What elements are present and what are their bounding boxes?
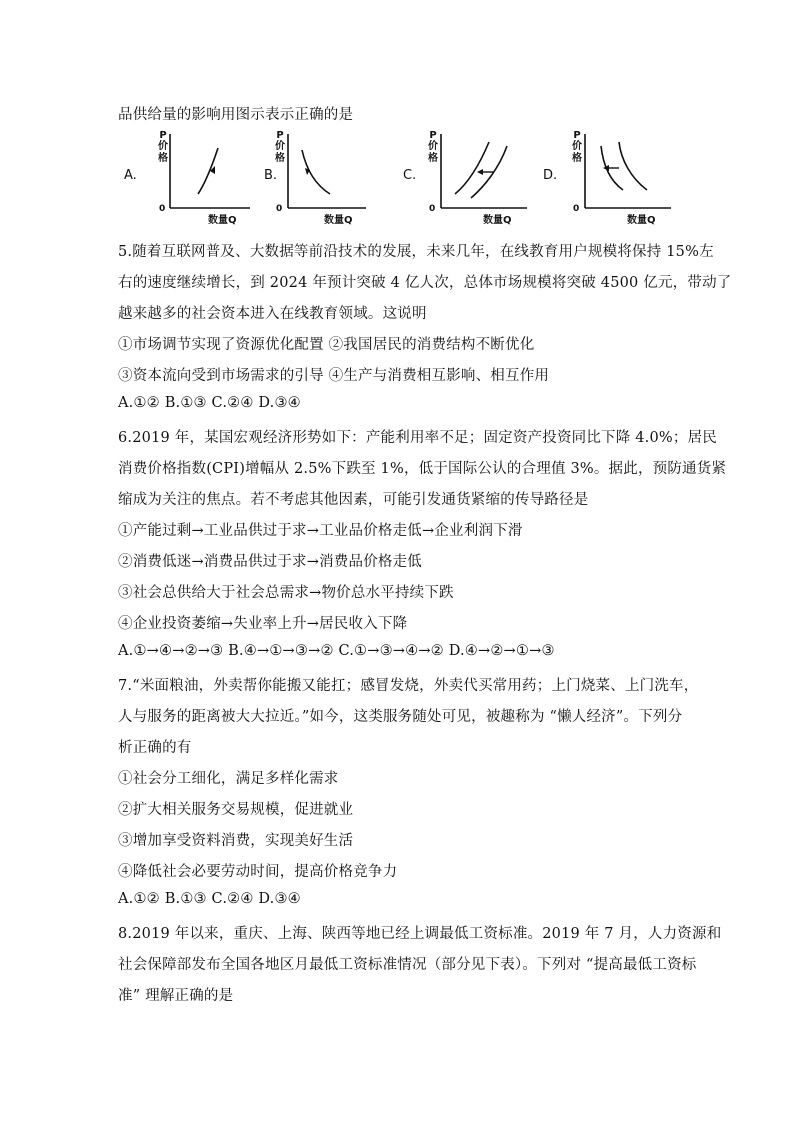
graph-a-axis-char-1: 价 [158, 141, 168, 152]
q6-option-3: ③社会总供给大于社会总需求→物价总水平持续下跌 [118, 585, 454, 601]
graph-a-x-label: 数量Q [208, 215, 237, 226]
q5-stem-line-3: 越来越多的社会资本进入在线教育领域。这说明 [118, 306, 427, 322]
q7-answer-choices: A.①② B.①③ C.②④ D.③④ [118, 891, 301, 907]
graph-a-plot [118, 124, 258, 230]
q6-option-1: ①产能过剩→工业品供过于求→工业品价格走低→企业利润下滑 [118, 523, 523, 539]
q5-option-line-2: ③资本流向受到市场需求的引导 ④生产与消费相互影响、相互作用 [118, 368, 550, 384]
q6-answer-choices: A.①→④→②→③ B.④→①→③→② C.①→③→④→② D.④→②→①→③ [118, 643, 555, 659]
q7-stem-line-3: 析正确的有 [118, 740, 192, 756]
q5-answer-choices: A.①② B.①③ C.②④ D.③④ [118, 395, 301, 411]
graph-a-p-label: P [159, 130, 167, 141]
graph-c-plot [403, 124, 543, 230]
graph-b-axis-char-1: 价 [275, 141, 285, 152]
q7-option-4: ④降低社会必要劳动时间，提高价格竞争力 [118, 864, 398, 880]
q5-option-line-1: ①市场调节实现了资源优化配置 ②我国居民的消费结构不断优化 [118, 337, 535, 353]
q7-option-2: ②扩大相关服务交易规模，促进就业 [118, 802, 354, 818]
graph-b-p-label: P [276, 130, 284, 141]
q8-stem-line-3: 准” 理解正确的是 [118, 988, 234, 1004]
graph-d-axis-char-2: 格 [572, 153, 582, 164]
graph-a [118, 124, 258, 230]
graph-b-origin: 0 [276, 204, 283, 214]
q5-stem-line-1: 5.随着互联网普及、大数据等前沿技术的发展，未来几年，在线教育用户规模将保持 15%左 [118, 244, 714, 260]
graph-b-letter: B. [264, 168, 278, 183]
q7-stem-line-1: 7.“米面粮油，外卖帮你能搬又能扛；感冒发烧，外卖代买常用药；上门烧菜、上门洗车， [118, 678, 699, 694]
q6-stem-line-2: 消费价格指数(CPI)增幅从 2.5%下跌至 1%，低于国际公认的合理值 3%。据此，预防通货紧 [118, 461, 727, 477]
graph-d [543, 124, 683, 230]
graph-d-letter: D. [543, 168, 558, 183]
graph-c-axis-char-1: 价 [428, 141, 438, 152]
q6-stem-line-1: 6.2019 年，某国宏观经济形势如下：产能利用率不足；固定资产投资同比下降 4.0%；居民 [118, 430, 717, 446]
graph-b-plot [258, 124, 398, 230]
q8-stem-line-2: 社会保障部发布全国各地区月最低工资标准情况（部分见下表）。下列对 “提高最低工资标 [118, 957, 697, 973]
q8-stem-line-1: 8.2019 年以来，重庆、上海、陕西等地已经上调最低工资标准。2019 年 7 月，人力资源和 [118, 926, 722, 942]
q6-option-2: ②消费低迷→消费品供过于求→消费品价格走低 [118, 554, 422, 570]
q6-stem-line-3: 缩成为关注的焦点。若不考虑其他因素，可能引发通货紧缩的传导路径是 [118, 492, 589, 508]
graph-b-x-label: 数量Q [324, 215, 353, 226]
q7-stem-line-2: 人与服务的距离被大大拉近。”如今，这类服务随处可见，被趣称为 “懒人经济”。下列分 [118, 709, 683, 725]
q7-option-1: ①社会分工细化，满足多样化需求 [118, 771, 339, 787]
q6-option-4: ④企业投资萎缩→失业率上升→居民收入下降 [118, 616, 408, 632]
q4-stem-tail: 品供给量的影响用图示表示正确的是 [118, 107, 354, 123]
graph-d-plot [543, 124, 683, 230]
q5-stem-line-2: 右的速度继续增长，到 2024 年预计突破 4 亿人次，总体市场规模将突破 4500 亿元，带动了 [118, 275, 732, 291]
graph-b-axis-char-2: 格 [275, 153, 285, 164]
graph-a-letter: A. [124, 168, 137, 183]
graph-c-p-label: P [429, 130, 437, 141]
q7-option-3: ③增加享受资料消费，实现美好生活 [118, 833, 354, 849]
q4-graph-options [118, 124, 698, 230]
graph-d-origin: 0 [573, 204, 580, 214]
graph-c-letter: C. [403, 168, 417, 183]
graph-d-axis-char-1: 价 [572, 141, 582, 152]
graph-a-origin: 0 [159, 204, 166, 214]
graph-c-origin: 0 [429, 204, 436, 214]
graph-a-axis-char-2: 格 [158, 153, 168, 164]
graph-c [403, 124, 543, 230]
graph-d-x-label: 数量Q [627, 215, 656, 226]
graph-c-x-label: 数量Q [483, 215, 512, 226]
graph-c-axis-char-2: 格 [428, 153, 438, 164]
graph-b [258, 124, 398, 230]
graph-d-p-label: P [573, 130, 581, 141]
